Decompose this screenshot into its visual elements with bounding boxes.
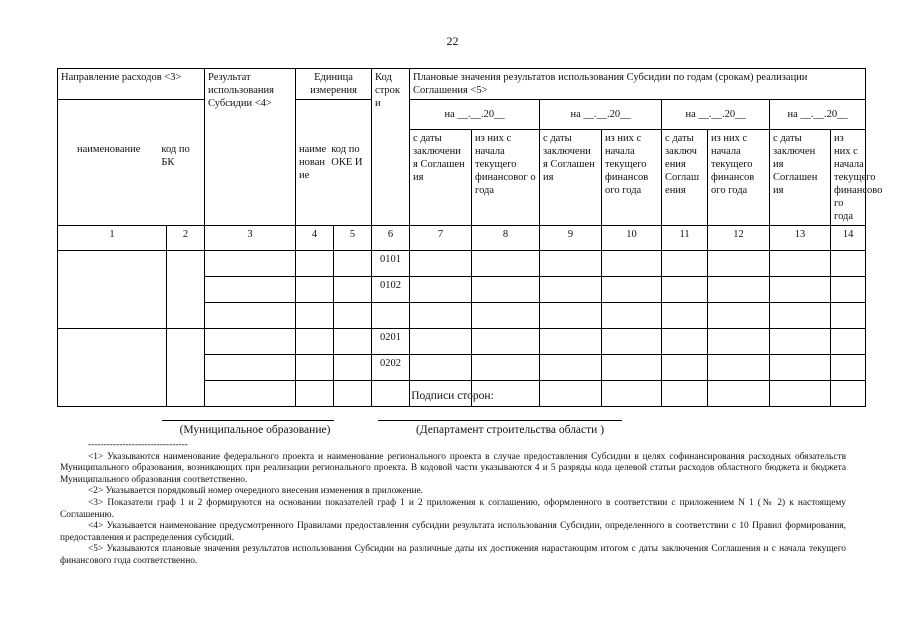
- signature-line-right: [378, 420, 622, 421]
- sub-header-13: с даты заключен ия Соглашен ия: [770, 130, 831, 226]
- sub-header-8: из них с начала текущего финансовог о года: [472, 130, 540, 226]
- col-number-2: 2: [167, 226, 205, 251]
- footnote-4: <4> Указывается наименование предусмотренного Правилами предоставления субсидии результата использования Субсидии, определенного в соответствии с 10 Правил формирования, предоставления и распределения субсидий.: [60, 521, 846, 543]
- date-header-3: на __.__.20__: [662, 100, 770, 130]
- sub-header-14: из них с начала текущего финансово го года: [831, 130, 866, 226]
- col-number-12: 12: [708, 226, 770, 251]
- header-direction-spacer: [58, 100, 205, 226]
- name-cell: [58, 251, 167, 329]
- footnote-separator: --------------------------------: [88, 440, 188, 450]
- row-code: 0101: [372, 251, 410, 277]
- header-unit-spacer: [296, 100, 372, 226]
- header-okei: код по ОКЕ И: [331, 144, 363, 168]
- header-row-code: Код строк и: [372, 69, 410, 226]
- col-number-14: 14: [831, 226, 866, 251]
- row-code: 0102: [372, 277, 410, 303]
- footnote-2: <2> Указывается порядковый номер очередного внесения изменения в приложение.: [88, 486, 423, 497]
- col-number-10: 10: [602, 226, 662, 251]
- sub-header-10: из них с начала текущего финансов ого года: [602, 130, 662, 226]
- col-number-9: 9: [540, 226, 602, 251]
- col-number-1: 1: [58, 226, 167, 251]
- sub-header-7: с даты заключени я Соглашен ия: [410, 130, 472, 226]
- table-row: [58, 329, 866, 355]
- header-unit: Единица измерения: [296, 69, 372, 100]
- date-header-4: на __.__.20__: [770, 100, 866, 130]
- header-direction: Направление расходов <3>: [58, 69, 205, 100]
- page-number: 22: [446, 34, 459, 48]
- header-plan: Плановые значения результатов использования Субсидии по годам (срокам) реализации Соглашения <5>: [410, 69, 866, 100]
- header-result: Результат использования Субсидии <4>: [205, 69, 296, 226]
- signature-line-left: [162, 420, 334, 421]
- sub-header-11: с даты заключ ения Соглаш ения: [662, 130, 708, 226]
- col-number-7: 7: [410, 226, 472, 251]
- footnotes: [60, 440, 846, 568]
- table-row: [58, 251, 866, 277]
- sub-header-12: из них с начала текущего финансов ого года: [708, 130, 770, 226]
- col-number-5: 5: [334, 226, 372, 251]
- footnote-1: <1> Указываются наименование федерального проекта и наименование регионального проекта в случае предоставления Субсидии в целях софинансирования расходных обязательств Муниципального образования, возникающих при реализации регионального проекта. В кодовой части указываются 4 и 5 разряды кода целевой статьи расходов областного бюджета и бюджета Муниципального образования соответственно.: [60, 451, 846, 485]
- col-number-11: 11: [662, 226, 708, 251]
- bk-code-cell: [167, 251, 205, 329]
- signatures-title: Подписи сторон:: [411, 390, 494, 402]
- col-number-3: 3: [205, 226, 296, 251]
- sub-header-9: с даты заключени я Соглашен ия: [540, 130, 602, 226]
- col-number-13: 13: [770, 226, 831, 251]
- signature-caption-right: (Департамент строительства области ): [415, 424, 605, 436]
- date-header-2: на __.__.20__: [540, 100, 662, 130]
- results-table: [57, 68, 883, 407]
- footnote-5: <5> Указываются плановые значения результатов использования Субсидии на различные даты их достижения нарастающим итогом с даты заключения Соглашения и с начала текущего финансового года соответственно.: [60, 544, 846, 566]
- header-bk-code: код по БК: [161, 144, 190, 168]
- row-code: 0201: [372, 329, 410, 355]
- header-unit-name: наиме нован ие: [299, 144, 327, 181]
- date-header-1: на __.__.20__: [410, 100, 540, 130]
- row-code: [372, 303, 410, 329]
- row-code: 0202: [372, 355, 410, 381]
- header-name: наименование: [76, 144, 141, 155]
- col-number-8: 8: [472, 226, 540, 251]
- col-number-4: 4: [296, 226, 334, 251]
- col-number-6: 6: [372, 226, 410, 251]
- footnote-3: <3> Показатели граф 1 и 2 формируются на основании показателей граф 1 и 2 приложения к соглашению, оформленного в соответствии с приложением N 1 (№ 2) к настоящему Соглашению.: [60, 497, 846, 520]
- signature-caption-left: (Муниципальное образование): [179, 424, 331, 436]
